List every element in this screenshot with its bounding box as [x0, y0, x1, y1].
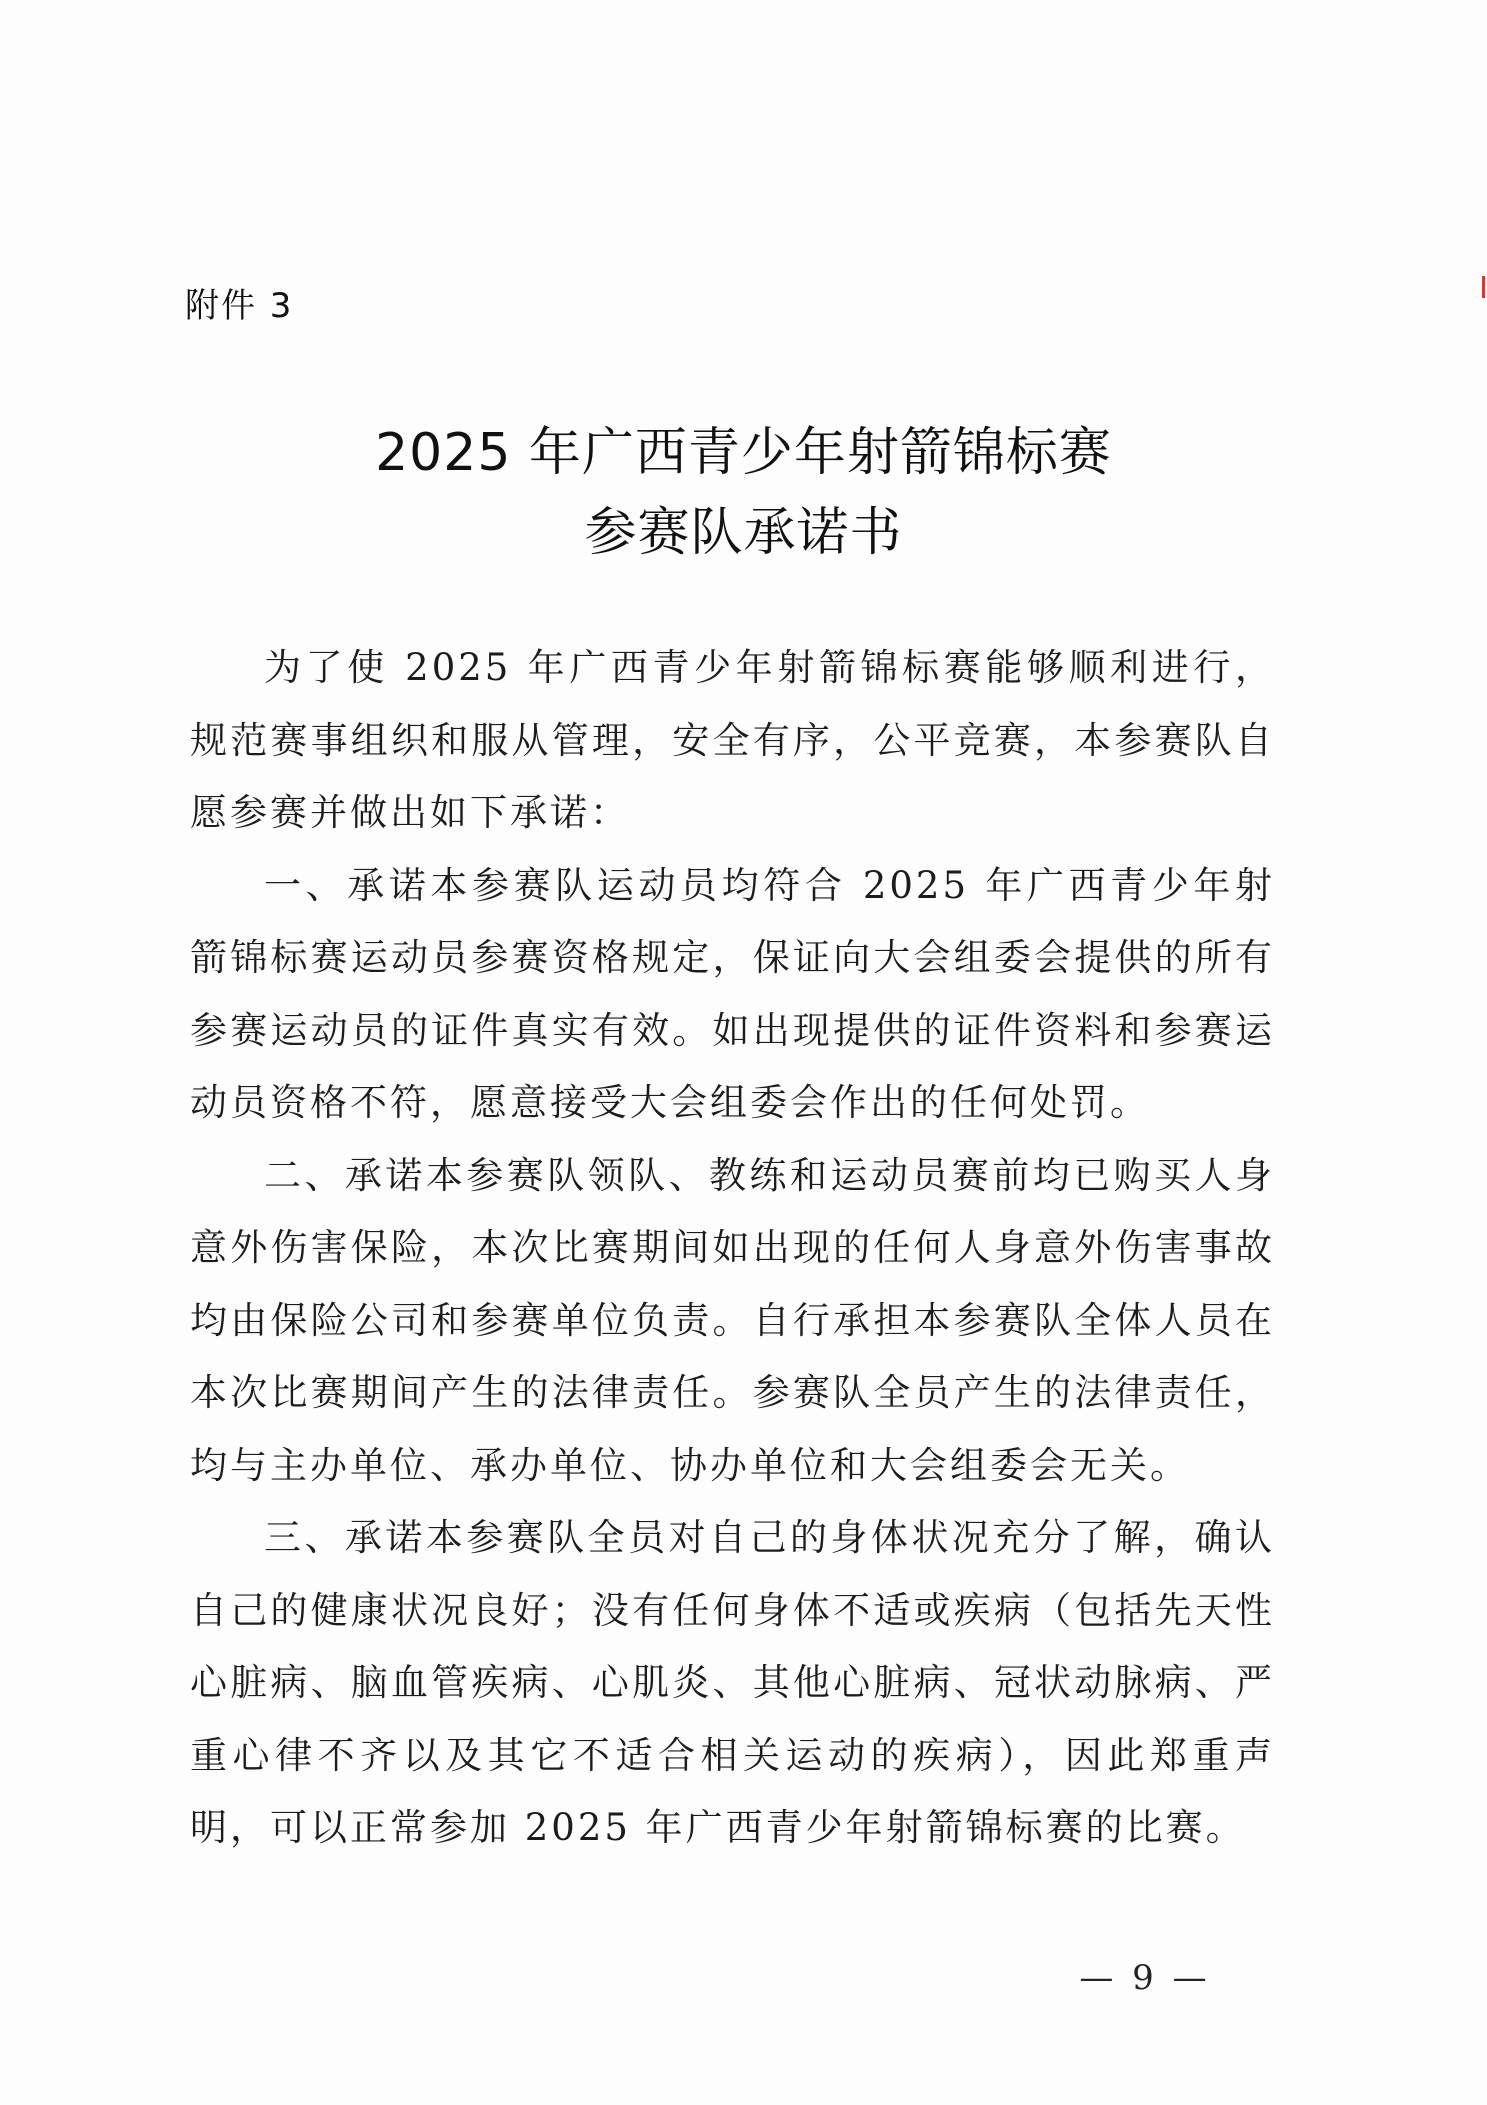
paragraph-intro: 为了使 2025 年广西青少年射箭锦标赛能够顺利进行，规范赛事组织和服从管理，安全有序，公平竞赛，本参赛队自愿参赛并做出如下承诺：	[190, 646, 1275, 834]
paragraph-commitment-3: 三、承诺本参赛队全员对自己的身体状况充分了解，确认自己的健康状况良好；没有任何身体不适或疾病（包括先天性心脏病、脑血管疾病、心肌炎、其他心脏病、冠状动脉病、严重心律不齐以及其它不适合相关运动的疾病），因此郑重声明，可以正常参加 2025 年广西青少年射箭锦标赛的比赛。	[190, 1516, 1275, 1849]
page-number: — 9 —	[1079, 1958, 1211, 1998]
edge-mark	[1482, 276, 1485, 298]
document-title-line1: 2025 年广西青少年射箭锦标赛	[375, 423, 1112, 483]
document-title-line2: 参赛队承诺书	[584, 503, 903, 563]
attachment-label: 附件 3	[185, 286, 294, 326]
document-body	[190, 632, 1275, 1865]
paragraph-commitment-1: 一、承诺本参赛队运动员均符合 2025 年广西青少年射箭锦标赛运动员参赛资格规定，保证向大会组委会提供的所有参赛运动员的证件真实有效。如出现提供的证件资料和参赛运动员资格不符，愿意接受大会组委会作出的任何处罚。	[190, 863, 1275, 1124]
paragraph-commitment-2: 二、承诺本参赛队领队、教练和运动员赛前均已购买人身意外伤害保险，本次比赛期间如出现的任何人身意外伤害事故均由保险公司和参赛单位负责。自行承担本参赛队全体人员在本次比赛期间产生的法律责任。参赛队全员产生的法律责任，均与主办单位、承办单位、协办单位和大会组委会无关。	[190, 1153, 1275, 1487]
